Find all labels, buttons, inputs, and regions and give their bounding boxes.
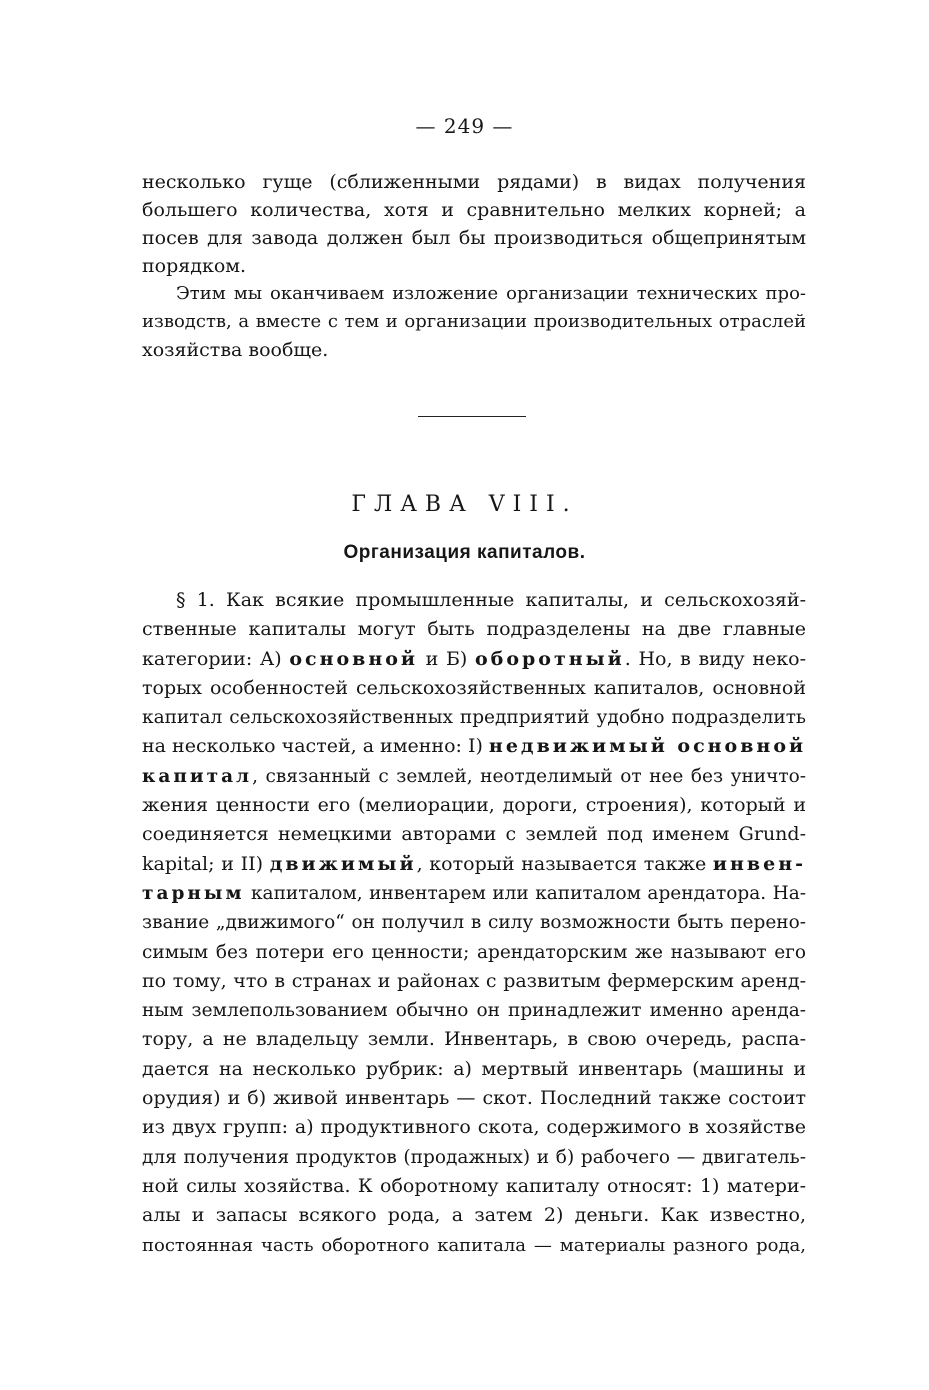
text-line bbox=[142, 645, 806, 674]
page-number: — 249 — bbox=[415, 114, 514, 138]
text-line: тору, а не владельцу земли. Инвентарь, в свою очередь, распа- bbox=[142, 1028, 806, 1051]
text-line: жения ценности его (мелиорации, дороги, строения), который и bbox=[142, 794, 806, 817]
text-run: категории: А) bbox=[142, 647, 290, 670]
emphasis-term: тарным bbox=[142, 882, 245, 904]
text-line bbox=[142, 762, 806, 791]
text-run: капиталом, инвентарем или капиталом арендатора. На- bbox=[244, 882, 806, 904]
chapter-heading: ГЛАВА VIII. bbox=[351, 492, 578, 517]
text-line: изводств, а вместе с тем и организации производительных отраслей bbox=[142, 311, 806, 332]
text-line: Этим мы оканчиваем изложение организации технических про- bbox=[176, 283, 806, 304]
emphasis-term: инвен- bbox=[712, 852, 807, 875]
text-line bbox=[142, 850, 806, 879]
text-line: несколько гуще (сближенными рядами) в видах получения bbox=[142, 171, 806, 193]
text-line bbox=[142, 732, 806, 761]
text-line: дается на несколько рубрик: а) мертвый инвентарь (машины и bbox=[142, 1057, 806, 1080]
chapter-title: Организация капиталов. bbox=[343, 542, 586, 563]
text-line: для получения продуктов (продажных) и б) рабочего — двигатель- bbox=[142, 1146, 806, 1168]
emphasis-term: оборотный bbox=[474, 647, 625, 670]
text-line: звание „движимого“ он получил в силу возможности быть перено- bbox=[142, 912, 806, 934]
text-line: § 1. Как всякие промышленные капиталы, и сельскохозяй- bbox=[176, 589, 806, 611]
text-run: на несколько частей, а именно: I) bbox=[142, 735, 489, 758]
text-run: , связанный с землей, неотделимый от нее без уничто- bbox=[252, 765, 806, 787]
text-line: капитал сельскохозяйственных предприятий удобно подразделить bbox=[142, 707, 806, 729]
text-line: порядком. bbox=[142, 255, 247, 277]
emphasis-term: недвижимый основной bbox=[488, 735, 807, 758]
text-line: торых особенностей сельскохозяйственных капиталов, основной bbox=[142, 676, 806, 699]
text-line: хозяйства вообще. bbox=[142, 339, 329, 361]
emphasis-term: движимый bbox=[269, 852, 417, 875]
text-line: алы и запасы всякого рода, а затем 2) деньги. Как известно, bbox=[142, 1204, 806, 1227]
text-line bbox=[142, 879, 806, 908]
text-line: орудия) и б) живой инвентарь — скот. Последний также состоит bbox=[142, 1087, 806, 1110]
text-run: , который называется также bbox=[416, 852, 713, 875]
text-line: постоянная часть оборотного капитала — материалы разного рода, bbox=[142, 1234, 806, 1256]
text-line: большего количества, хотя и сравнительно мелких корней; а bbox=[142, 199, 806, 221]
text-run: и Б) bbox=[418, 647, 475, 670]
emphasis-term: капитал bbox=[142, 765, 253, 787]
text-line: посев для завода должен был бы производиться общепринятым bbox=[142, 227, 806, 249]
top-paragraphs bbox=[142, 168, 806, 364]
text-line: ным землепользованием обычно он принадлежит именно аренда- bbox=[142, 1000, 806, 1022]
text-line: ственные капиталы могут быть подразделены на две главные bbox=[142, 618, 806, 641]
text-line: соединяется немецкими авторами с землей под именем Grund- bbox=[142, 823, 806, 846]
text-run: . Но, в виду неко- bbox=[624, 647, 806, 670]
text-line: по тому, что в странах и районах с развитым фермерским аренд- bbox=[142, 969, 806, 992]
text-run: kapital; и II) bbox=[142, 852, 270, 875]
section-divider bbox=[418, 416, 526, 417]
text-line: ной силы хозяйства. К оборотному капиталу относят: 1) матери- bbox=[142, 1174, 806, 1197]
emphasis-term: основной bbox=[289, 647, 419, 670]
text-line: симым без потери его ценности; арендаторским же называют его bbox=[142, 941, 806, 963]
text-line: из двух групп: а) продуктивного скота, содержимого в хозяйстве bbox=[142, 1116, 806, 1139]
main-paragraph bbox=[142, 586, 806, 1260]
